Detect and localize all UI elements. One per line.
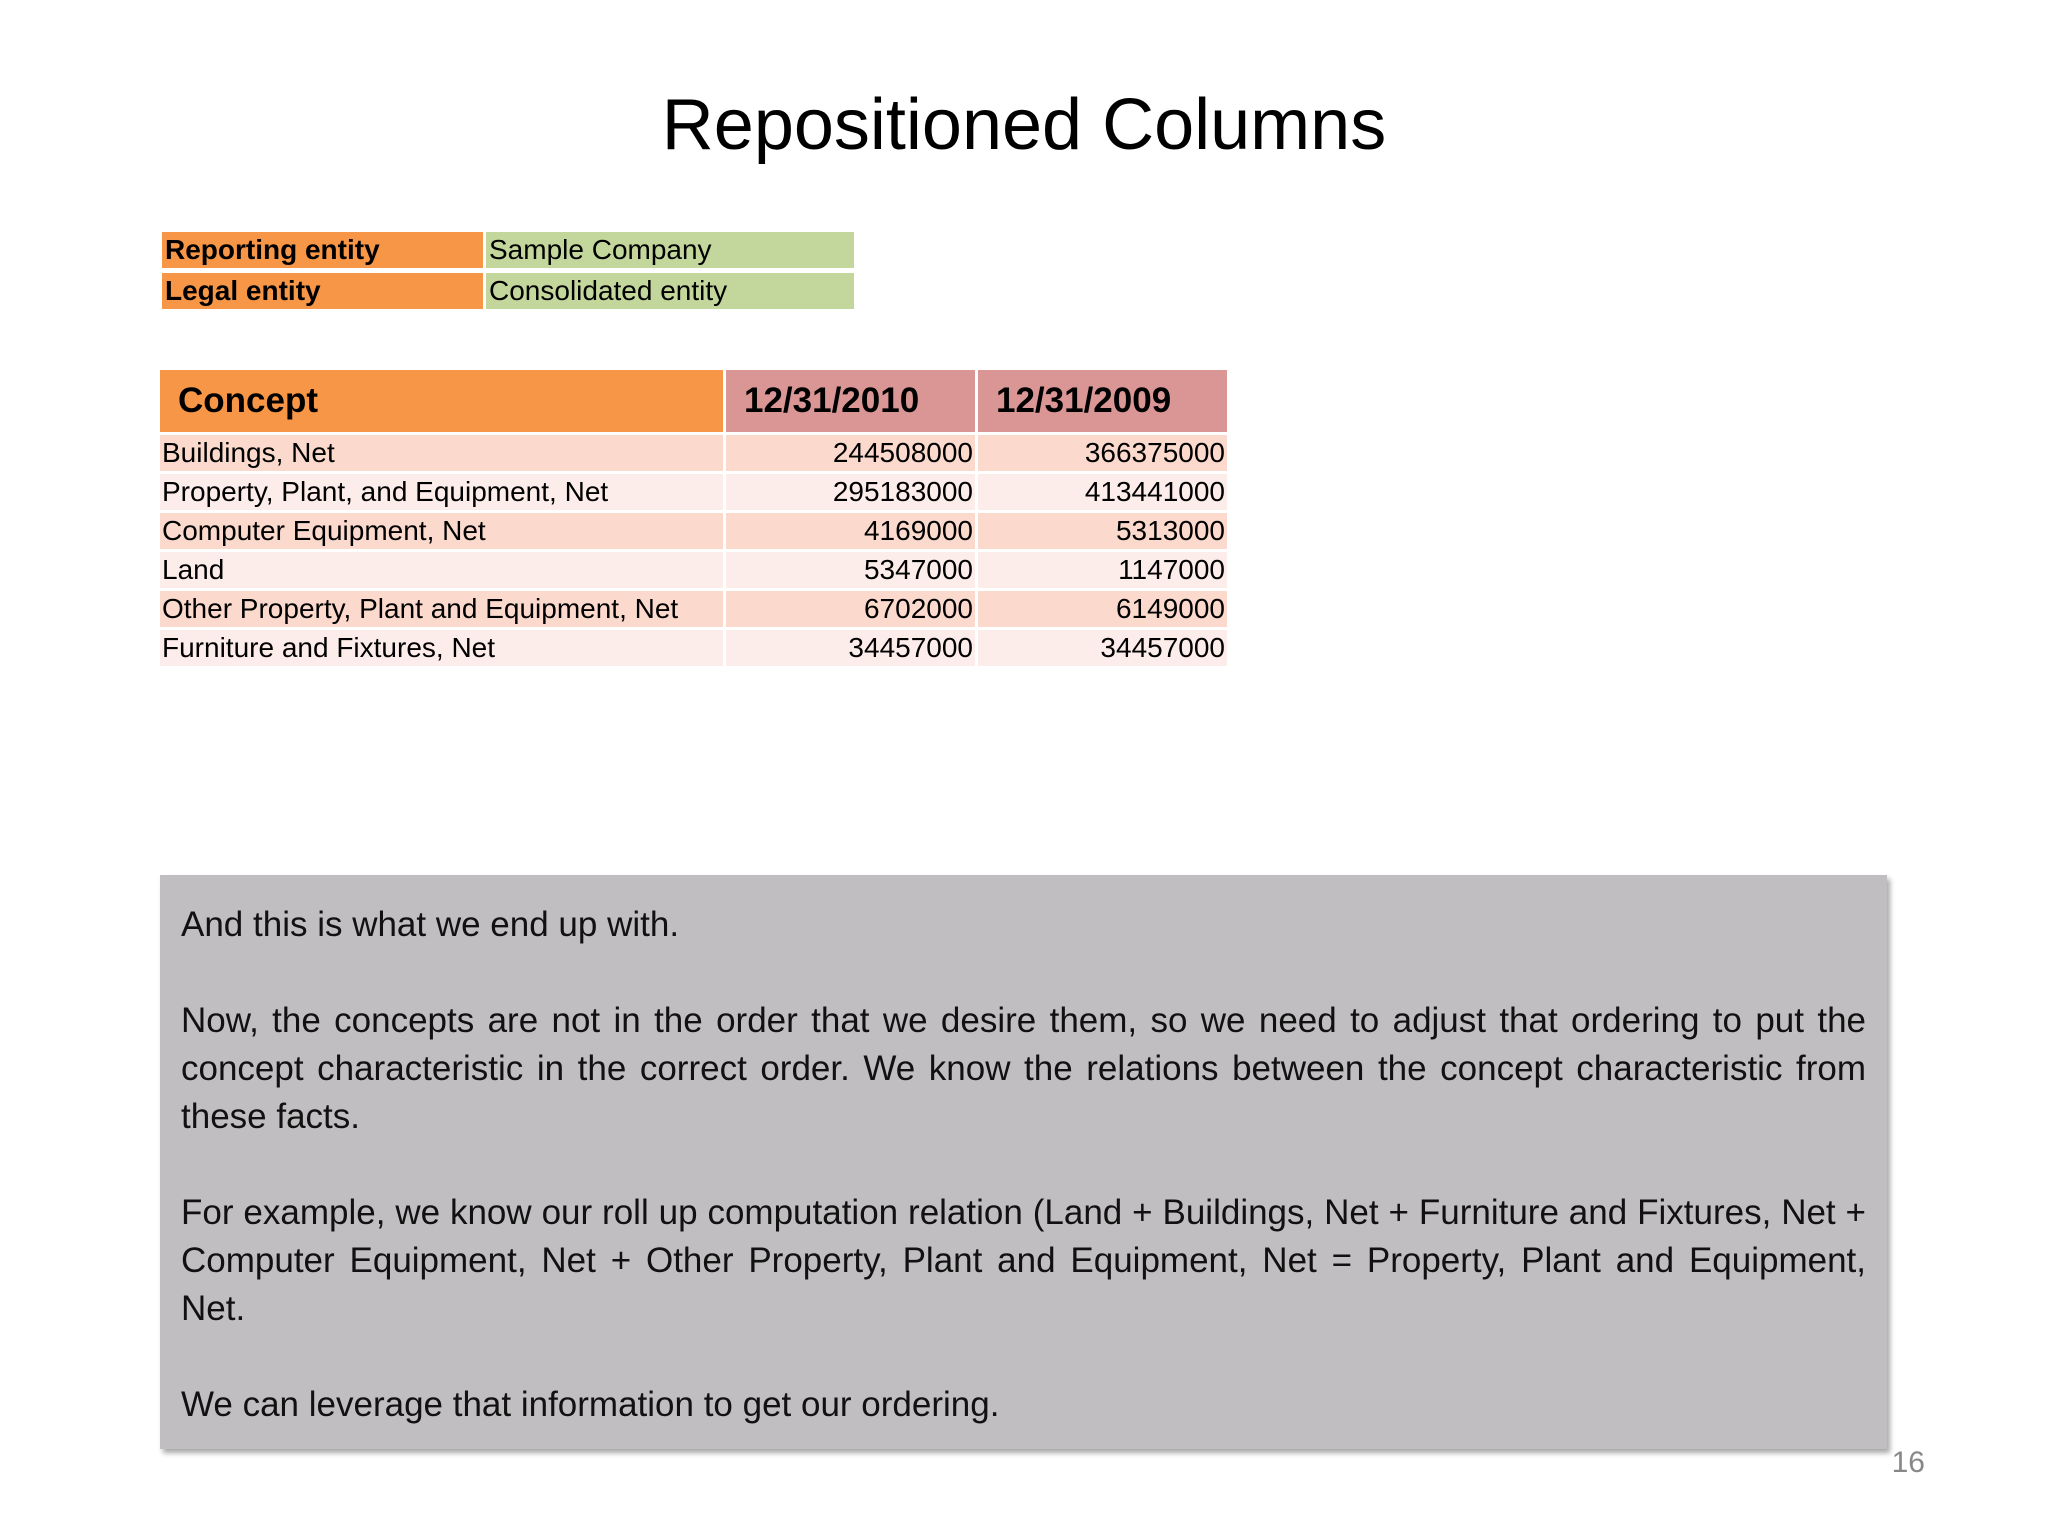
cell-value-2009: 366375000: [978, 435, 1227, 471]
entity-value: Consolidated entity: [486, 273, 854, 309]
cell-value-2009: 1147000: [978, 552, 1227, 588]
concept-table: [157, 367, 1230, 669]
cell-concept: Other Property, Plant and Equipment, Net: [160, 591, 723, 627]
note-paragraph: For example, we know our roll up computation relation (Land + Buildings, Net + Furniture and Fixtures, Net + Computer Equipment, Net + Other Property, Plant and Equipment, Net = Property, Plant and Equipment, Net.: [181, 1193, 1866, 1328]
entity-label: Reporting entity: [162, 232, 483, 268]
entity-row-reporting: [162, 232, 854, 268]
header-concept: Concept: [160, 370, 723, 432]
cell-value-2010: 295183000: [726, 474, 975, 510]
cell-value-2009: 5313000: [978, 513, 1227, 549]
header-date-2010: 12/31/2010: [726, 370, 975, 432]
page-number: 16: [1891, 1446, 1925, 1479]
cell-value-2010: 34457000: [726, 630, 975, 666]
entity-table: [159, 227, 857, 314]
entity-label: Legal entity: [162, 273, 483, 309]
table-row: [160, 474, 1227, 510]
table-row: [160, 513, 1227, 549]
note-box: [160, 875, 1887, 1449]
cell-concept: Land: [160, 552, 723, 588]
cell-value-2010: 244508000: [726, 435, 975, 471]
cell-concept: Furniture and Fixtures, Net: [160, 630, 723, 666]
cell-value-2010: 5347000: [726, 552, 975, 588]
table-header-row: [160, 370, 1227, 432]
table-row: [160, 552, 1227, 588]
note-paragraph: Now, the concepts are not in the order that we desire them, so we need to adjust that ordering to put the concept characteristic in the correct order. We know the relations between the concept characteristic from these facts.: [181, 1001, 1866, 1136]
cell-concept: Computer Equipment, Net: [160, 513, 723, 549]
cell-value-2010: 4169000: [726, 513, 975, 549]
entity-row-legal: [162, 273, 854, 309]
table-row: [160, 630, 1227, 666]
cell-concept: Buildings, Net: [160, 435, 723, 471]
header-date-2009: 12/31/2009: [978, 370, 1227, 432]
slide-title: Repositioned Columns: [661, 85, 1387, 165]
note-paragraph: And this is what we end up with.: [181, 905, 680, 944]
cell-concept: Property, Plant, and Equipment, Net: [160, 474, 723, 510]
cell-value-2010: 6702000: [726, 591, 975, 627]
table-row: [160, 591, 1227, 627]
table-row: [160, 435, 1227, 471]
note-paragraph: We can leverage that information to get our ordering.: [181, 1385, 1000, 1424]
entity-value: Sample Company: [486, 232, 854, 268]
cell-value-2009: 34457000: [978, 630, 1227, 666]
cell-value-2009: 6149000: [978, 591, 1227, 627]
cell-value-2009: 413441000: [978, 474, 1227, 510]
